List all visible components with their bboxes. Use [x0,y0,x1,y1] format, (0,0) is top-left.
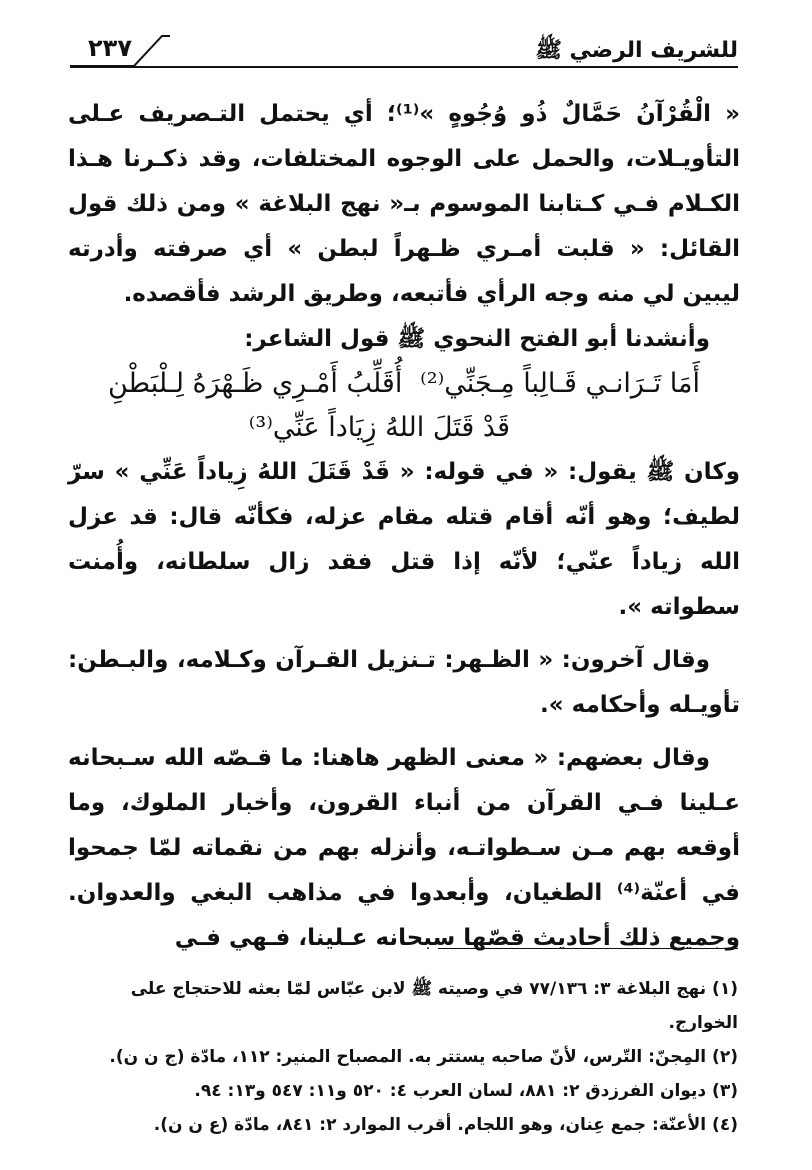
poem [68,362,740,450]
paragraph-2: وأنشدنا أبو الفتح النحوي ﷺ قول الشاعر: [244,326,710,352]
poem-line-2: قَدْ قَتَلَ اللهُ زِيَاداً عَنِّي⁽³⁾ [248,412,510,443]
hemistich-1: أَمَا تَـرَانـي قَـالِباً مِـجَنِّي⁽²⁾ [420,368,700,399]
paragraph-5: وقال بعضهم: « معنى الظهر هاهنا: ما قـصّه الله سـبحانه عـلينا فـي القرآن من أنباء القرون، وأخبار الملوك، وما أوقعه بهم مـن سـطواتـه، وأنزله بهم من نقماته لمّا جمحوا في أعنّة⁽⁴⁾ الطغيان، وأبعدوا في مذاهب البغي والعدوان. وجميع ذلك أحاديث قصّها سبحانه عـلينا، فـهي فـي [68,745,740,951]
header-rule [70,66,738,68]
footnote-separator [438,948,738,949]
paragraph-3: وكان ﷺ يقول: « في قوله: « قَدْ قَتَلَ اللهُ زِياداً عَنِّي » سرّ لطيف؛ وهو أنّه أقام قتله مقام عزله، فكأنّه قال: قد عزل الله زياداً عنّي؛ لأنّه إذا قتل فقد زال سلطانه، وأُمنت سطواته ». [68,459,740,620]
page-header [70,30,738,70]
hemistich-2: أُقَلِّبُ أَمْـرِي ظَـهْرَهُ لِـلْبَطْنِ [108,368,403,399]
footnotes [100,972,738,1142]
footnote-1: (١) نهج البلاغة ٣: ٧٧/١٣٦ في وصيته ﷺ لابن عبّاس لمّا بعثه للاحتجاج على الخوارج. [130,979,738,1033]
footnote-4: (٤) الأعنّة: جمع عِنان، وهو اللجام. أقرب الموارد ٢: ٨٤١، مادّة (ع ن ن). [153,1115,738,1135]
page-number: ٢٣٧ [88,34,132,62]
poem-line-1 [68,362,740,406]
footnote-2: (٢) المِجنّ: التّرس، لأنّ صاحبه يستتر به. المصباح المنير: ١١٢، مادّة (ج ن ن). [109,1047,738,1067]
running-head: للشريف الرضي ﷺ [535,38,738,63]
main-text [68,92,740,961]
paragraph-4: وقال آخرون: « الظـهر: تـنزيل القـرآن وكـلامه، والبـطن: تأويـله وأحكامه ». [68,647,740,718]
paragraph-1: « الْقُرْآنُ حَمَّالٌ ذُو وُجُوهٍ »⁽¹⁾؛ أي يحتمل التـصريف عـلى التأويـلات، والحمل على الوجوه المختلفات، وقد ذكـرنا هـذا الكـلام فـي كـتابنا الموسوم بـ« نهج البلاغة » ومن ذلك قول القائل: « قلبت أمـري ظـهراً لبطن » أي صرفته وأدرته ليبين لي منه وجه الرأي فأتبعه، وطريق الرشد فأقصده. [68,101,740,307]
footnote-3: (٣) ديوان الفرزدق ٢: ٨٨١، لسان العرب ٤: ٥٢٠ و١١: ٥٤٧ و١٣: ٩٤. [194,1081,738,1101]
